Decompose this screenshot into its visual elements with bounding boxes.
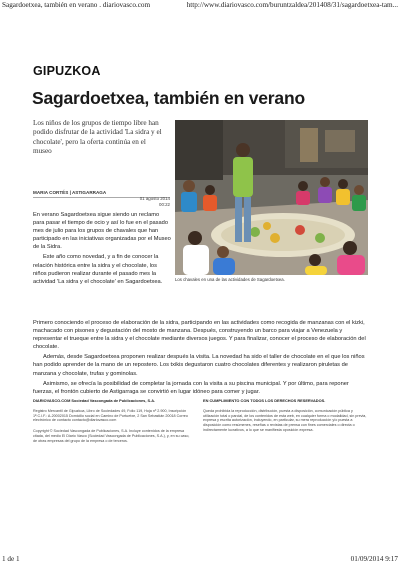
paragraph-3: Además, desde Sagardoetxea proponen realizar después la visita. La novedad ha sido el taller de chocolate en el que los niños han podido aprender de la mano de un repostero. Los txikis degustaron cuatro chocolates diferentes y realizaron piruletas de manzana y chocolate, trufas y gominolas.	[33, 354, 365, 377]
article-date	[33, 196, 170, 207]
browser-header	[0, 0, 400, 10]
footer-rights	[203, 399, 369, 433]
paragraph-2-continued: Primero conociendo el proceso de elaboración de la sidra, participando en las actividades como recogida de manzanas con el kizki, machacado con pisones y degustación del mosto de manzana. Después, construyendo un barco para viajar a Venezuela y representar el trueque entre la sidra y el chocolate mediante diversos juegos. Y para finalizar, conocer el proceso de elaboración del chocolate.	[33, 320, 366, 351]
paragraph-1: En verano Sagardoetxea sigue siendo un reclamo para pasar el tiempo de ocio y así lo fue en el pasado mes de julio para los grupos de chavales que han participado en las iniciativas organizadas por el Museo de la Sidra.	[33, 212, 171, 251]
article-headline: Sagardoetxea, también en verano	[32, 88, 305, 108]
section-label[interactable]: GIPUZKOA	[33, 64, 101, 78]
paragraph-4: Asimismo, se ofrecía la posibilidad de completar la jornada con la visita a su piscina municipal. Y por último, para reponer fuerzas, el frontón cubierto de Astigarraga se convirtió en lugar idóneo para comer y jugar.	[33, 380, 349, 395]
article-photo-illustration	[175, 120, 368, 275]
article-subtitle: Los niños de los grupos de tiempo libre han podido disfrutar de la actividad 'La sidra y el chocolate', pero la oferta continúa en el museo	[33, 119, 162, 156]
footer-rights-heading: EN CUMPLIMIENTO CON TODOS LOS DERECHOS RESERVADOS.	[203, 398, 326, 403]
article-byline: MARIA CORTÉS | ASTIGARRAGA	[33, 190, 170, 198]
article-body-top	[33, 211, 171, 288]
article-body-bottom	[33, 319, 367, 398]
footer-publisher-info	[33, 399, 193, 444]
footer-rights-text: Queda prohibida la reproducción, distribución, puesta a disposición, comunicación pública y utilización total o parcial, de los contenidos de esta web, en cualquier forma o modalidad, sin previa, expresa y escrita autorización, incluyendo, en particular, su mera reproducción y/o puesta a disposición como resúmenes, reseñas o revistas de prensa con fines comerciales o directa o indirectamente lucrativos, a lo que se manifiesta oposición expresa.	[203, 408, 367, 432]
article-photo	[175, 120, 368, 275]
browser-footer	[0, 554, 400, 564]
print-timestamp: 01/09/2014 9:17	[350, 555, 398, 563]
footer-registry: Registro Mercantil de Gipuzkoa, Libro de Sociedades 49, Folio 119, Hoja nº 2.900, Inscripción 1ª.C.I.F.: A-20002015 Domicilio social en Camino de Portuetxe, 2 San Sebastián 20018 Correo electrónico de contacto contacto@diariovasco.com	[33, 408, 188, 423]
page-url: http://www.diariovasco.com/buruntzaldea/201408/31/sagardoetxea-tam...	[186, 1, 398, 9]
article-date-time: 00:22	[159, 201, 170, 207]
article-date-day: 01 agosto 2014	[139, 196, 170, 201]
footer-publisher[interactable]: DIARIOVASCO.COM Sociedad Vascongada de Publicaciones, S.A.	[33, 398, 156, 403]
photo-caption: Los chavales en una de las actividades de Sagardoetxea.	[175, 277, 285, 282]
footer-copyright: Copyright © Sociedad Vascongada de Publicaciones, S.A. Incluye contenidos de la empresa citada, del medio El Diario Vasco (Sociedad Vascongada de Publicaciones, S.A.), y, en su caso, de otras empresas del grupo de la empresa o de terceros.	[33, 429, 190, 443]
page-indicator: 1 de 1	[2, 555, 20, 563]
paragraph-2: Este año como novedad, y a fin de conocer la relación histórica entre la sidra y el chocolate, los niños pudieron realizar durante el pasado mes la actividad 'La sidra y el chocolate' en Sagardoetxea.	[33, 254, 163, 285]
tab-title: Sagardoetxea, también en verano . diariovasco.com	[2, 1, 151, 9]
